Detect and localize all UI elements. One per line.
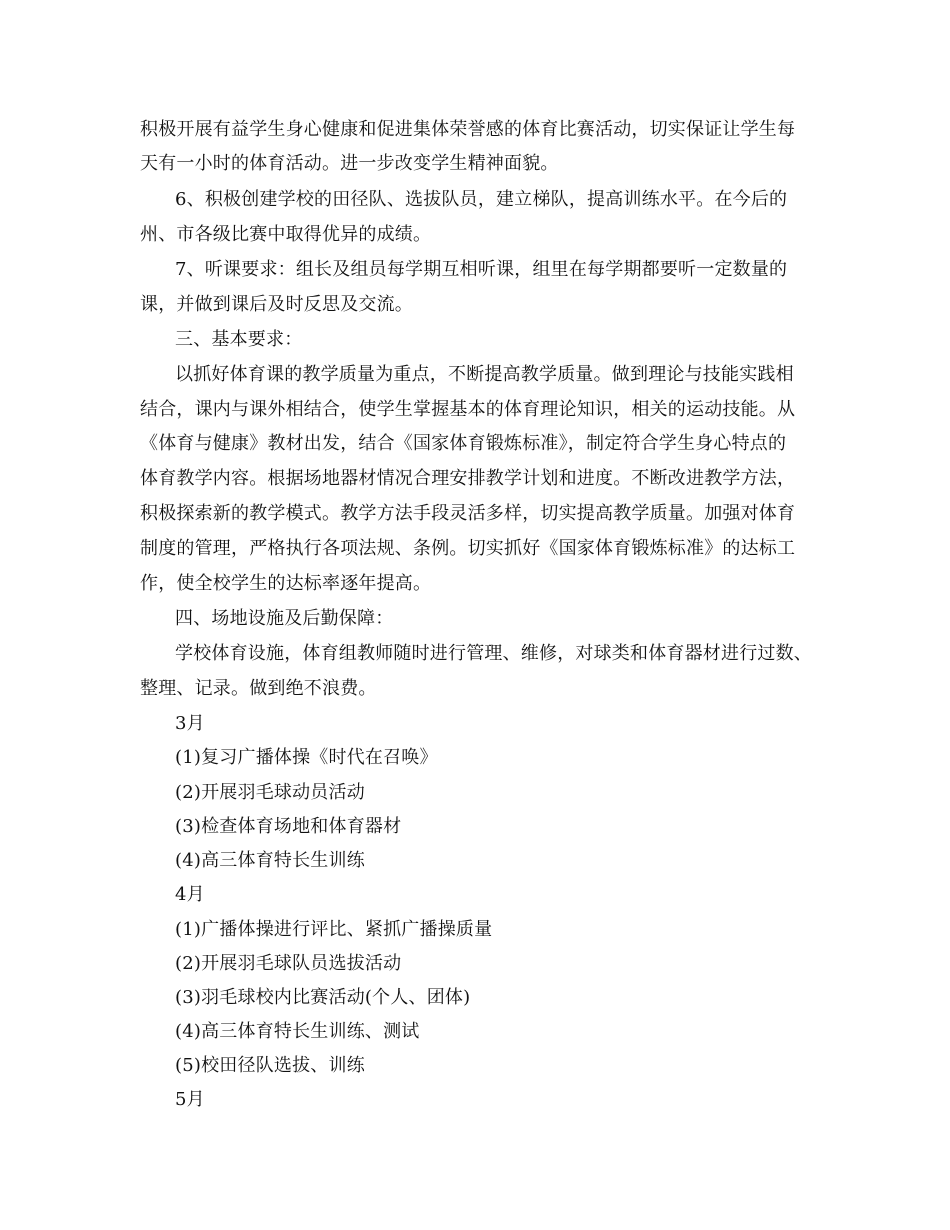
body-line: 6、积极创建学校的田径队、选拔队员，建立梯队，提高训练水平。在今后的 (175, 189, 788, 210)
body-line: 结合，课内与课外相结合，使学生掌握基本的体育理论知识，相关的运动技能。从 (140, 399, 796, 420)
section-heading: 四、场地设施及后勤保障： (175, 608, 394, 629)
month-heading: 5月 (175, 1089, 205, 1110)
list-item: (3)羽毛球校内比赛活动(个人、团体) (175, 987, 471, 1008)
body-line: 7、听课要求：组长及组员每学期互相听课，组里在每学期都要听一定数量的 (175, 259, 788, 280)
body-line: 学校体育设施，体育组教师随时进行管理、维修，对球类和体育器材进行过数、 (175, 643, 812, 664)
body-line: 积极探索新的教学模式。教学方法手段灵活多样，切实提高教学质量。加强对体育 (140, 503, 796, 524)
body-line: 《体育与健康》教材出发，结合《国家体育锻炼标准》，制定符合学生身心特点的 (140, 433, 787, 454)
body-line: 课，并做到课后及时反思及交流。 (140, 294, 413, 315)
month-heading: 4月 (175, 884, 205, 905)
body-line: 制度的管理，严格执行各项法规、条例。切实抓好《国家体育锻炼标准》的达标工 (140, 538, 796, 559)
list-item: (1)复习广播体操《时代在召唤》 (175, 747, 438, 768)
body-line: 作，使全校学生的达标率逐年提高。 (140, 573, 432, 594)
list-item: (1)广播体操进行评比、紧抓广播操质量 (175, 919, 493, 940)
body-line: 整理、记录。做到绝不浪费。 (140, 678, 377, 699)
body-line: 以抓好体育课的教学质量为重点，不断提高教学质量。做到理论与技能实践相 (175, 364, 794, 385)
list-item: (2)开展羽毛球动员活动 (175, 782, 365, 803)
body-line: 体育教学内容。根据场地器材情况合理安排教学计划和进度。不断改进教学方法， (140, 468, 796, 489)
list-item: (4)高三体育特长生训练、测试 (175, 1021, 420, 1042)
list-item: (4)高三体育特长生训练 (175, 850, 365, 871)
body-line: 天有一小时的体育活动。进一步改变学生精神面貌。 (140, 153, 559, 174)
list-item: (3)检查体育场地和体育器材 (175, 816, 402, 837)
body-line: 积极开展有益学生身心健康和促进集体荣誉感的体育比赛活动，切实保证让学生每 (140, 119, 796, 140)
list-item: (2)开展羽毛球队员选拔活动 (175, 953, 402, 974)
body-line: 州、市各级比赛中取得优异的成绩。 (140, 224, 432, 245)
section-heading: 三、基本要求： (175, 329, 303, 350)
month-heading: 3月 (175, 713, 205, 734)
list-item: (5)校田径队选拔、训练 (175, 1055, 365, 1076)
